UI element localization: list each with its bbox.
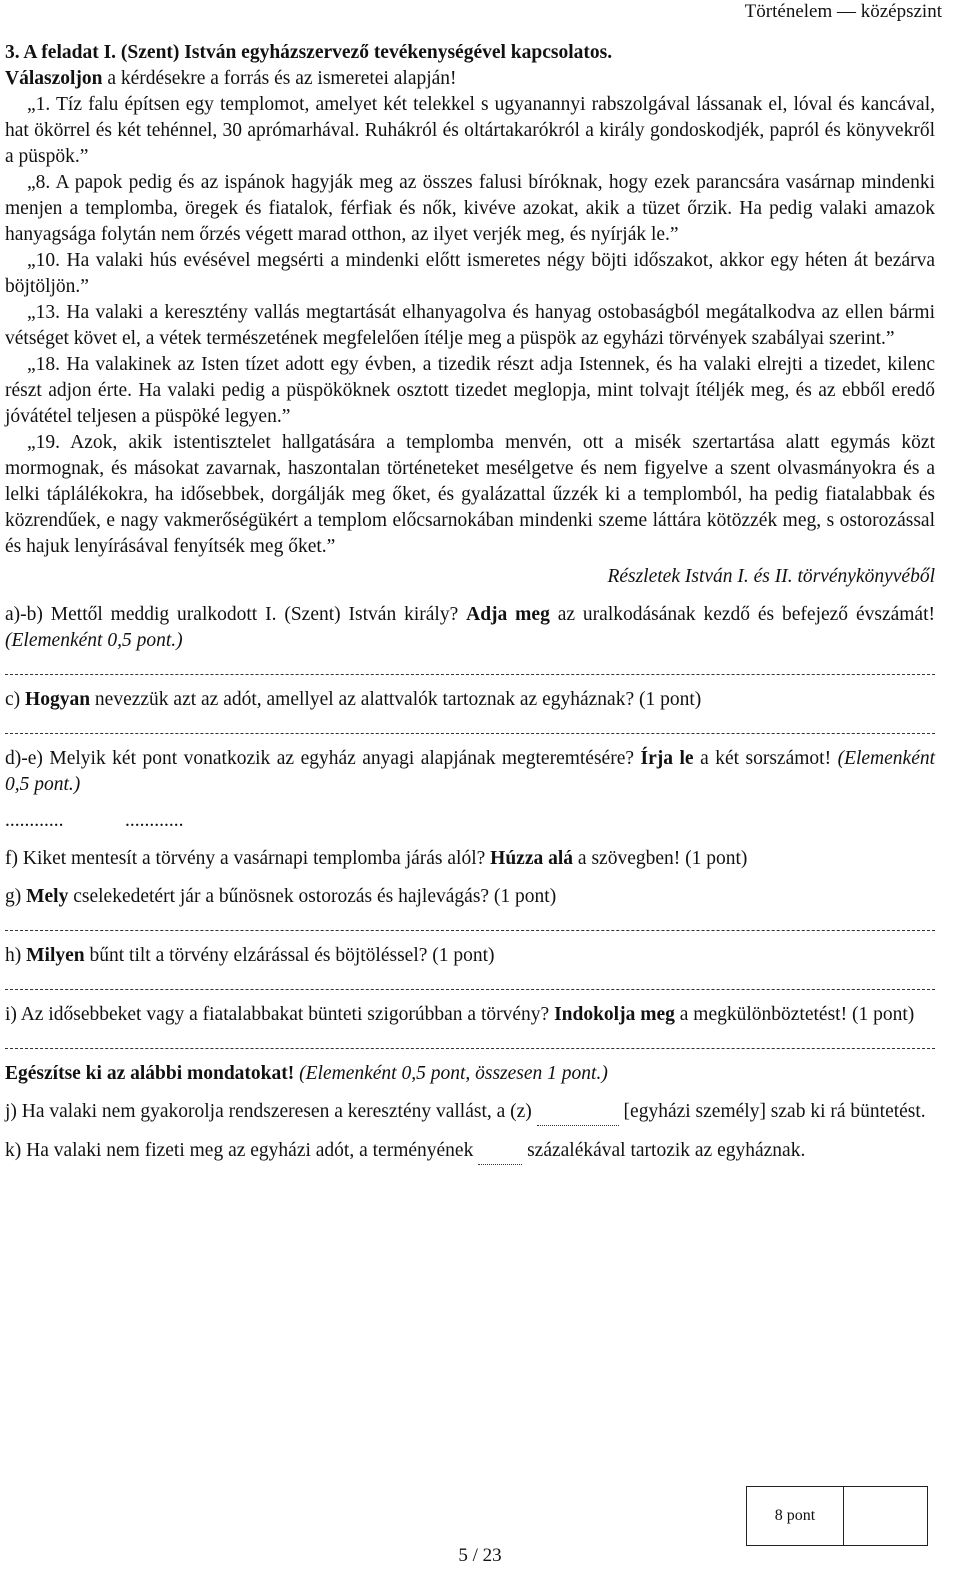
page-header: Történelem — középszint <box>744 1 942 22</box>
source-paragraph-18: „18. Ha valakinek az Isten tízet adott egy évben, a tizedik részt adja Istennek, és ha valaki elrejti a tizedet, kilenc részt adjon érte. Ha valaki pedig a püspököknek osztott tizedet meglopja, mint tolvajt ítéljék meg, és az ebből eredő jóvátétel teljesen a püspöké legyen.” <box>5 354 935 427</box>
answer-line-ab[interactable] <box>5 674 935 675</box>
score-label: 8 pont <box>747 1487 844 1545</box>
page-number: 5 / 23 <box>458 1545 502 1566</box>
task-title: 3. A feladat I. (Szent) István egyházszervező tevékenységével kapcsolatos. <box>5 42 613 63</box>
answer-line-h[interactable] <box>5 989 935 990</box>
score-box <box>746 1486 928 1546</box>
complete-instruction: Egészítse ki az alábbi mondatokat! (Elemenként 0,5 pont, összesen 1 pont.) <box>5 1063 608 1084</box>
source-citation: Részletek István I. és II. törvénykönyvéből <box>607 566 935 587</box>
blank-j[interactable] <box>537 1099 619 1126</box>
question-h: h) Milyen bűnt tilt a törvény elzárással és böjtöléssel? (1 pont) <box>5 945 495 966</box>
question-g: g) Mely cselekedetért jár a bűnösnek ostorozás és hajlevágás? (1 pont) <box>5 886 557 907</box>
blank-k[interactable] <box>478 1138 522 1165</box>
answer-line-c[interactable] <box>5 733 935 734</box>
source-paragraph-13: „13. Ha valaki a keresztény vallás megtartását elhanyagolva és hanyag ostobaságból megátalkodva az ellen bármi vétséget követ el, a vétek természetének megfelelően ítélje meg a püspök az egyházi törvények szabályai szerint.” <box>5 302 935 349</box>
task-instruction: Válaszoljon a kérdésekre a forrás és az ismeretei alapján! <box>5 68 457 89</box>
question-c: c) Hogyan nevezzük azt az adót, amellyel az alattvalók tartoznak az egyháznak? (1 pont) <box>5 689 702 710</box>
question-f: f) Kiket mentesít a törvény a vasárnapi templomba járás alól? Húzza alá a szövegben! (1 pont) <box>5 848 748 869</box>
answer-dots-de[interactable]: ............ ............ <box>5 810 184 831</box>
source-paragraph-1: „1. Tíz falu építsen egy templomot, amelyet két telekkel s ugyanannyi rabszolgával lássanak el, lóval és kancával, hat ökörrel és két tehénnel, 30 aprómarhával. Ruhákról és oltártakarókról a király gondoskodjék, papról és könyvekről a püspök.” <box>5 94 935 167</box>
score-field[interactable] <box>844 1487 927 1545</box>
question-de: d)-e) Melyik két pont vonatkozik az egyház anyagi alapjának megteremtésére? Írja le a két sorszámot! (Elemenként 0,5 pont.) <box>5 748 936 795</box>
question-i: i) Az idősebbeket vagy a fiatalabbakat bünteti szigorúbban a törvény? Indokolja meg a megkülönböztetést! (1 pont) <box>5 1004 915 1025</box>
source-paragraph-19: „19. Azok, akik istentisztelet hallgatására a templomba menvén, ott a misék szertartása alatt egymás közt mormognak, és másokat zavarnak, haszontalan történeteket mesélgetve és nem figyelve a szent olvasmányokra és a lelki táplálékokra, ha idősebbek, dorgálják meg őket, és gyalázattal űzzék ki a templomból, ha pedig fiatalabbak és közrendűek, e nagy vakmerőségükért a templom előcsarnokában mindenki szeme láttára kötözzék meg, s ostorozással és hajuk lenyírásával fenyítsék meg őket.” <box>5 432 935 557</box>
question-j: j) Ha valaki nem gyakorolja rendszeresen a keresztény vallást, a (z) [egyházi személy] szab ki rá büntetést. <box>5 1099 935 1126</box>
answer-line-i[interactable] <box>5 1048 935 1049</box>
source-paragraph-8: „8. A papok pedig és az ispánok hagyják meg az összes falusi bíróknak, hogy ezek parancsára vasárnap mindenki menjen a templomba, öregek és fiatalok, férfiak és nők, kivéve azokat, akik a tüzet őrzik. Ha pedig valaki amazok hanyagsága folytán nem őrzés végett marad otthon, az ilyet verjék meg, és nyírják le.” <box>5 172 935 245</box>
question-ab: a)-b) Mettől meddig uralkodott I. (Szent) István király? Adja meg az uralkodásának kezdő és befejező évszámát! (Elemenként 0,5 pont.) <box>5 604 935 651</box>
document-page <box>5 0 935 1165</box>
answer-line-g[interactable] <box>5 930 935 931</box>
source-paragraph-10: „10. Ha valaki hús evésével megsérti a mindenki előtt ismeretes négy böjti időszakot, akkor egy héten át bezárva böjtöljön.” <box>5 250 935 297</box>
question-k: k) Ha valaki nem fizeti meg az egyházi adót, a terményének százalékával tartozik az egyháznak. <box>5 1138 935 1165</box>
